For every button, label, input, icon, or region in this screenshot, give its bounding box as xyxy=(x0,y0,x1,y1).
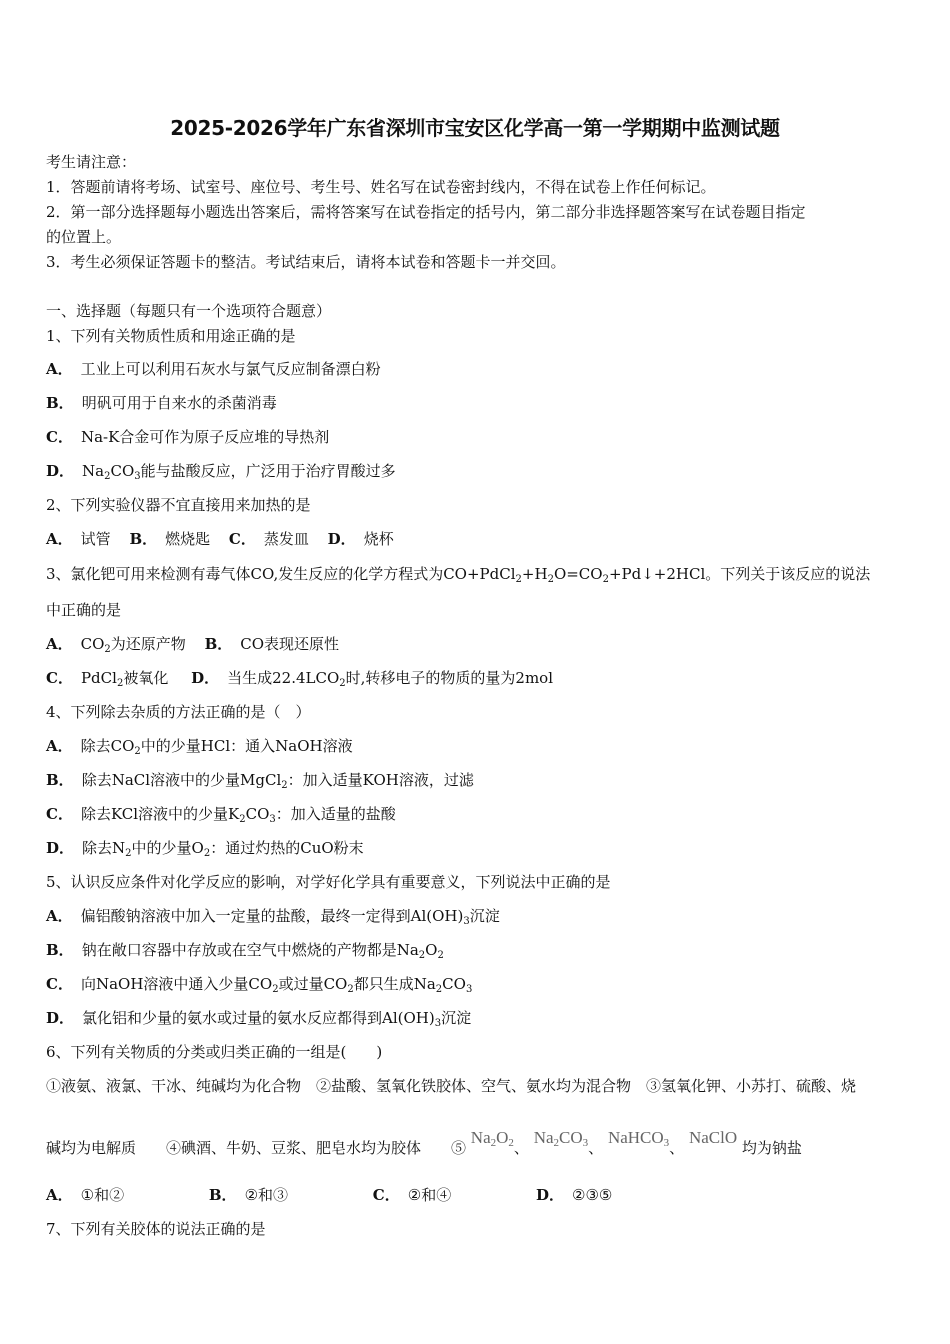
question-4-option-a: A． 除去$CO_2$中的少量HCl：通入NaOH溶液 xyxy=(46,737,353,757)
notice-item-2-cont: 的位置上。 xyxy=(46,228,122,246)
formula-naclo: NaClO xyxy=(688,1128,738,1147)
question-5-option-b: B． 钠在敞口容器中存放或在空气中燃烧的产物都是$Na_2O_2$ xyxy=(46,941,444,961)
question-5-option-d: D． 氯化铝和少量的氨水或过量的氨水反应都得到$Al(OH)_3$沉淀 xyxy=(46,1009,472,1029)
formula-na2o2: $Na_2O_2$ xyxy=(470,1128,514,1149)
notice-item-3: 3．考生必须保证答题卡的整洁。考试结束后，请将本试卷和答题卡一并交回。 xyxy=(46,253,566,271)
question-6-statements-line2: 碱均为电解质 ④碘酒、牛奶、豆浆、肥皂水均为胶体 ⑤ $Na_2O_2$、 $Na_2CO_3$、 NaHCO$_3$、 NaClO 均为钠盐 xyxy=(46,1128,802,1157)
section-heading: 一、选择题（每题只有一个选项符合题意） xyxy=(46,302,332,320)
question-1-option-d: D． $Na_2CO_3$能与盐酸反应，广泛用于治疗胃酸过多 xyxy=(46,462,396,482)
question-5-option-c: C． 向NaOH溶液中通入少量$CO_2$或过量$CO_2$都只生成$Na_2CO_3$ xyxy=(46,975,473,995)
formula-na2co3: $Na_2CO_3$ xyxy=(533,1128,589,1149)
question-3-stem-cont: 中正确的是 xyxy=(46,601,122,619)
question-6-options: A． ①和② B． ②和③ C． ②和④ D． ②③⑤ xyxy=(46,1186,613,1204)
question-4-option-d: D． 除去$N_2$中的少量$O_2$：通过灼热的CuO粉末 xyxy=(46,839,364,859)
question-2-stem: 2、下列实验仪器不宜直接用来加热的是 xyxy=(46,496,311,514)
notice-item-2: 2．第一部分选择题每小题选出答案后，需将答案写在试卷指定的括号内，第二部分非选择题答案写在试卷题目指定 xyxy=(46,203,806,221)
question-2-options: A． 试管 B． 燃烧匙 C． 蒸发皿 D． 烧杯 xyxy=(46,530,394,548)
question-4-option-b: B． 除去NaCl溶液中的少量MgCl$_2$：加入适量KOH溶液，过滤 xyxy=(46,771,474,791)
question-1-option-a: A． 工业上可以利用石灰水与氯气反应制备漂白粉 xyxy=(46,360,381,378)
notice-item-1: 1．答题前请将考场、试室号、座位号、考生号、姓名写在试卷密封线内，不得在试卷上作任何标记。 xyxy=(46,178,716,196)
question-6-stem: 6、下列有关物质的分类或归类正确的一组是( ) xyxy=(46,1043,383,1061)
question-6-statements-line1: ①液氨、液氯、干冰、纯碱均为化合物 ②盐酸、氢氧化铁胶体、空气、氨水均为混合物 ③氢氧化钾、小苏打、硫酸、烧 xyxy=(46,1077,857,1095)
question-7-stem: 7、下列有关胶体的说法正确的是 xyxy=(46,1220,266,1238)
page-title: 2025-2026学年广东省深圳市宝安区化学高一第一学期期中监测试题 xyxy=(170,116,780,140)
question-1-stem: 1、下列有关物质性质和用途正确的是 xyxy=(46,327,296,345)
question-1-option-c: C． Na-K合金可作为原子反应堆的导热剂 xyxy=(46,428,330,446)
question-3-stem: 3、氯化钯可用来检测有毒气体CO,发生反应的化学方程式为$CO+PdCl_2+H_2O=CO_2+Pd↓+2HCl$。下列关于该反应的说法 xyxy=(46,565,871,585)
question-5-stem: 5、认识反应条件对化学反应的影响，对学好化学具有重要意义，下列说法中正确的是 xyxy=(46,873,611,891)
question-1-option-b: B． 明矾可用于自来水的杀菌消毒 xyxy=(46,394,277,412)
formula-nahco3: NaHCO$_3$ xyxy=(607,1128,670,1149)
notice-heading: 考生请注意： xyxy=(46,153,137,171)
question-4-stem: 4、下列除去杂质的方法正确的是（ ） xyxy=(46,703,311,721)
question-3-options-cd: C． PdCl$_2$被氧化 D． 当生成$22.4LCO_2$时,转移电子的物质的量为2mol xyxy=(46,669,554,689)
question-3-options-ab: A． $CO_2$为还原产物 B． CO表现还原性 xyxy=(46,635,340,655)
question-5-option-a: A． 偏铝酸钠溶液中加入一定量的盐酸，最终一定得到$Al(OH)_3$沉淀 xyxy=(46,907,500,927)
question-4-option-c: C． 除去KCl溶液中的少量$K_2CO_3$：加入适量的盐酸 xyxy=(46,805,396,825)
